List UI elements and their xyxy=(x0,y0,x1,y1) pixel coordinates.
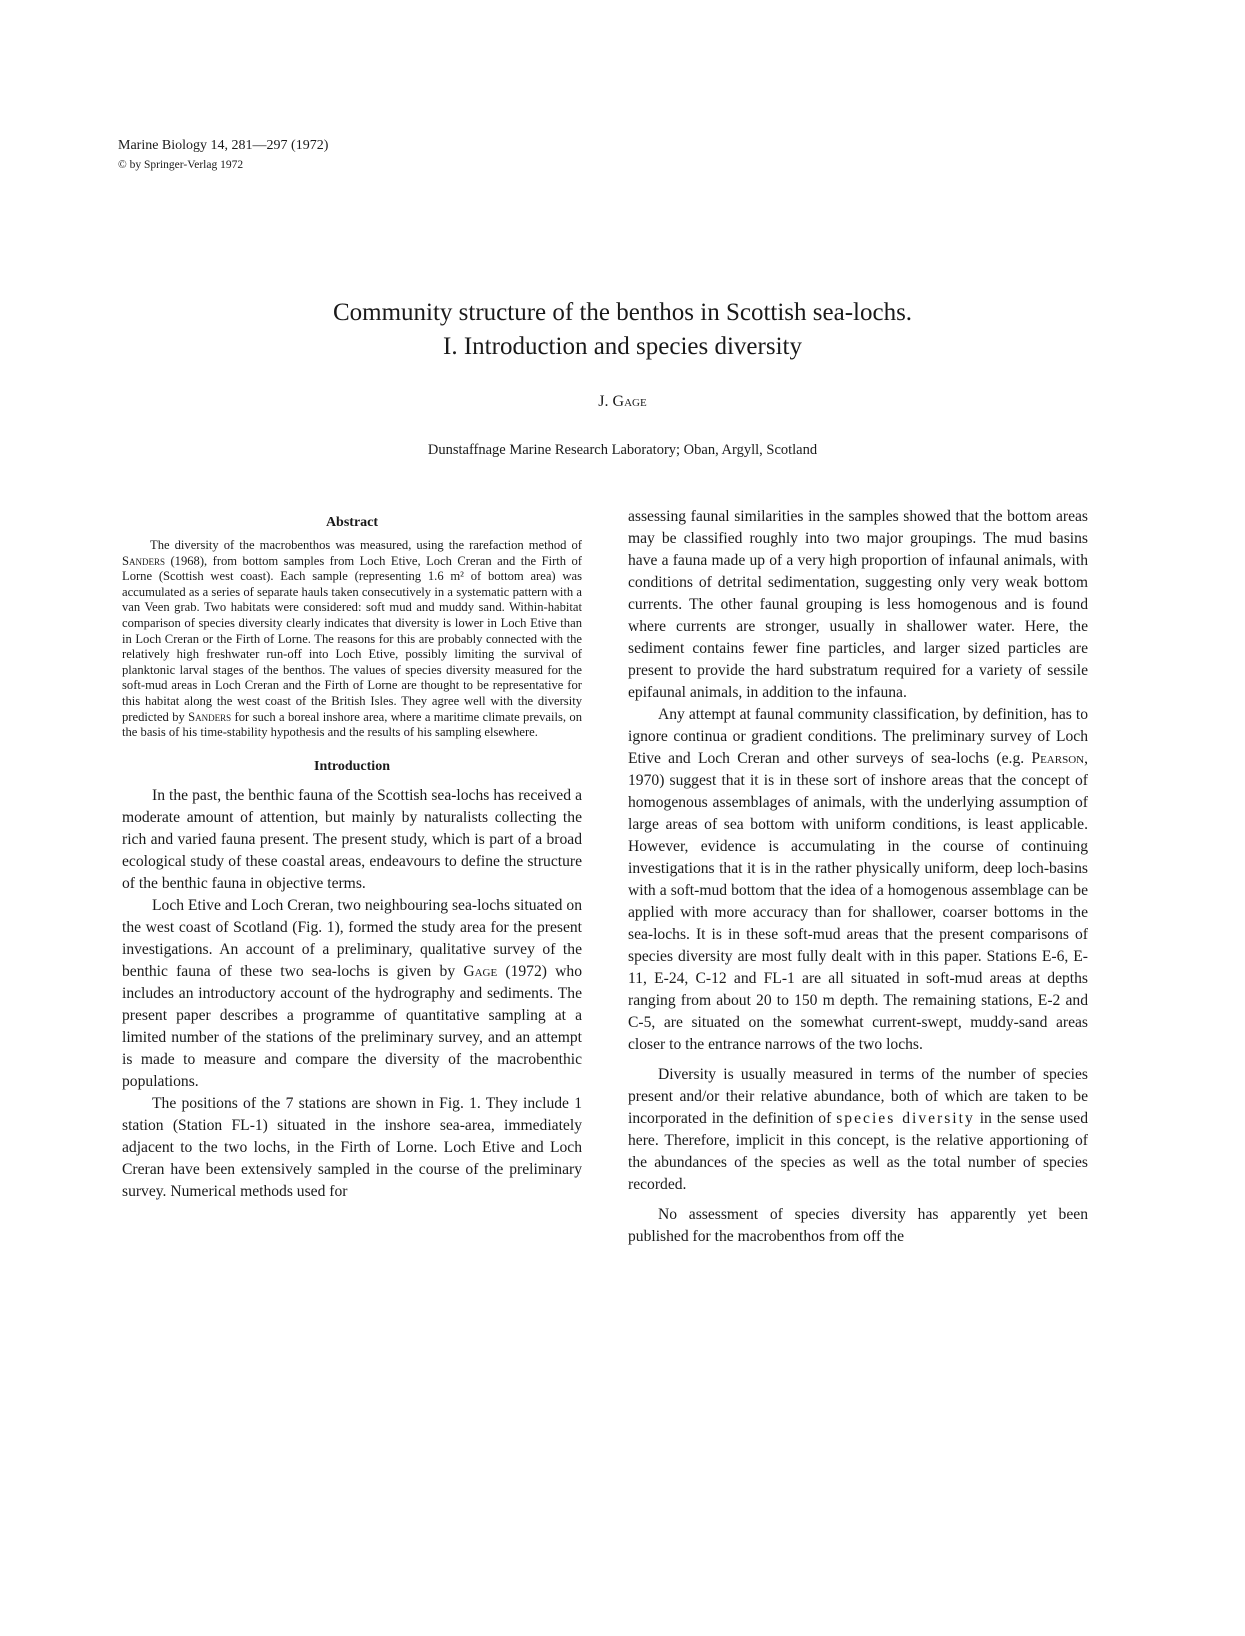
journal-citation: Marine Biology 14, 281—297 (1972) xyxy=(118,138,329,153)
title-line-1: Community structure of the benthos in Scottish sea-lochs. xyxy=(332,299,913,326)
abstract-heading: Abstract xyxy=(325,515,379,530)
paragraph-text-part: Any attempt at faunal community classification, by definition, has to ignore continua or gradient conditions. The preliminary survey of Loch Etive and Loch Creran and other surveys of sea-lochs (e.g. xyxy=(628,706,1088,767)
right-paragraph-4: No assessment of species diversity has apparently yet been published for the macrobenthos from off the xyxy=(628,1206,1088,1245)
author xyxy=(0,393,1245,411)
right-paragraph-1: assessing faunal similarities in the samples showed that the bottom areas may be classified roughly into two major groupings. The mud basins have a fauna made up of a very high proportion of infaunal animals, with conditions of detrital sedimentation, suggesting only very weak bottom currents. The other faunal grouping is less homogenous and is found where currents are stronger, usually in shallower water. Here, the sediment contains fewer fine particles, and larger sized particles are present to provide the hard substratum required for a variety of sessile epifaunal animals, in addition to the infauna. xyxy=(628,508,1088,701)
title-line-2: I. Introduction and species diversity xyxy=(443,333,802,360)
abstract-text-part: for such a boreal inshore area, where a maritime climate prevails, on the basis of his time-stability hypothesis and the results of his sampling elsewhere. xyxy=(122,709,582,740)
citation-gage: Gage xyxy=(463,962,498,980)
paper-title xyxy=(0,296,1245,364)
intro-paragraph-1: In the past, the benthic fauna of the Scottish sea-lochs has received a moderate amount of attention, but mainly by naturalists collecting the rich and varied fauna present. The present study, which is part of a broad ecological study of these coastal areas, endeavours to define the structure of the benthic fauna in objective terms. xyxy=(122,786,582,892)
abstract-text-part: (1968), from bottom samples from Loch Etive, Loch Creran and the Firth of Lorne (Scottish west coast). Each sample (representing 1.6 m² of bottom area) was accumulated as a series of separate hauls taken consecutively in a systematic pattern with a van Veen grab. Two habitats were considered: soft mud and muddy sand. Within-habitat comparison of species diversity clearly indicates that diversity is lower in Loch Etive than in Loch Creran or the Firth of Lorne. The reasons for this are probably connected with the relatively high freshwater run-off into Loch Etive, possibly limiting the survival of planktonic larval stages of the benthos. The values of species diversity measured for the soft-mud areas in Loch Creran and the Firth of Lorne are thought to be representative for this habitat along the west coast of the British Isles. They agree well with the diversity predicted by xyxy=(122,553,582,724)
paragraph-text-part: Diversity is usually measured in terms of the number of species present and/or their relative abundance, both of which are taken to be incorporated in the definition of xyxy=(628,1066,1088,1127)
citation-sanders: Sanders xyxy=(122,553,166,568)
citation-pearson: Pearson xyxy=(1031,750,1085,767)
journal-header xyxy=(118,136,328,174)
introduction-heading: Introduction xyxy=(314,758,390,774)
paragraph-text-part: , 1970) suggest that it is in these sort of inshore areas that the concept of homogenous assemblages of animals, with the underlying assumption of large areas of sea bottom with uniform conditions, is least applicable. However, evidence is accumulating in the course of continuing investigations that it is in the rather physically uniform, deep loch-basins with a soft-mud bottom that the idea of a homogenous assemblage can be applied with more accuracy than for shallower, coarser bottoms in the sea-lochs. It is in these soft-mud areas that the present comparisons of species diversity are most fully dealt with in this paper. Stations E-6, E-11, E-24, C-12 and FL-1 are all situated in soft-mud areas at depths ranging from about 20 to 150 m depth. The remaining stations, E-2 and C-5, are situated on the somewhat current-swept, muddy-sand areas closer to the entrance narrows of the two lochs. xyxy=(628,750,1088,1053)
paragraph-text-part: (1972) who includes an introductory account of the hydrography and sediments. The present paper describes a programme of quantitative sampling at a limited number of the stations of the preliminary survey, and an attempt is made to measure and compare the diversity of the macrobenthic populations. xyxy=(122,962,582,1090)
right-column xyxy=(628,506,1088,1248)
author-initial: J. xyxy=(598,393,613,410)
left-column xyxy=(122,512,582,1203)
intro-paragraph-3: The positions of the 7 stations are shown in Fig. 1. They include 1 station (Station FL-1) situated in the inshore sea-area, immediately adjacent to the two lochs, in the Firth of Lorne. Loch Etive and Loch Creran have been extensively sampled in the course of the preliminary survey. Numerical methods used for xyxy=(122,1094,582,1200)
affiliation: Dunstaffnage Marine Research Laboratory; Oban, Argyll, Scotland xyxy=(427,442,818,458)
intro-paragraph-2 xyxy=(122,895,582,1093)
paragraph-text-part: Loch Etive and Loch Creran, two neighbouring sea-lochs situated on the west coast of Scotland (Fig. 1), formed the study area for the present investigations. An account of a preliminary, qualitative survey of the benthic fauna of these two sea-lochs is given by xyxy=(122,896,582,980)
citation-sanders: Sanders xyxy=(188,709,232,724)
abstract-text-part: The diversity of the macrobenthos was measured, using the rarefaction method of xyxy=(150,538,582,552)
right-paragraph-3 xyxy=(628,1064,1088,1196)
author-surname: Gage xyxy=(612,393,647,410)
abstract-text xyxy=(122,538,582,741)
right-paragraph-2 xyxy=(628,704,1088,1056)
copyright-notice: © by Springer-Verlag 1972 xyxy=(118,159,244,171)
paragraph-text-part: in the sense used here. Therefore, implicit in this concept, is the relative apportioning of the abundances of the species as well as the total number of species recorded. xyxy=(628,1110,1089,1193)
term-species-diversity: species diversity xyxy=(836,1110,975,1127)
